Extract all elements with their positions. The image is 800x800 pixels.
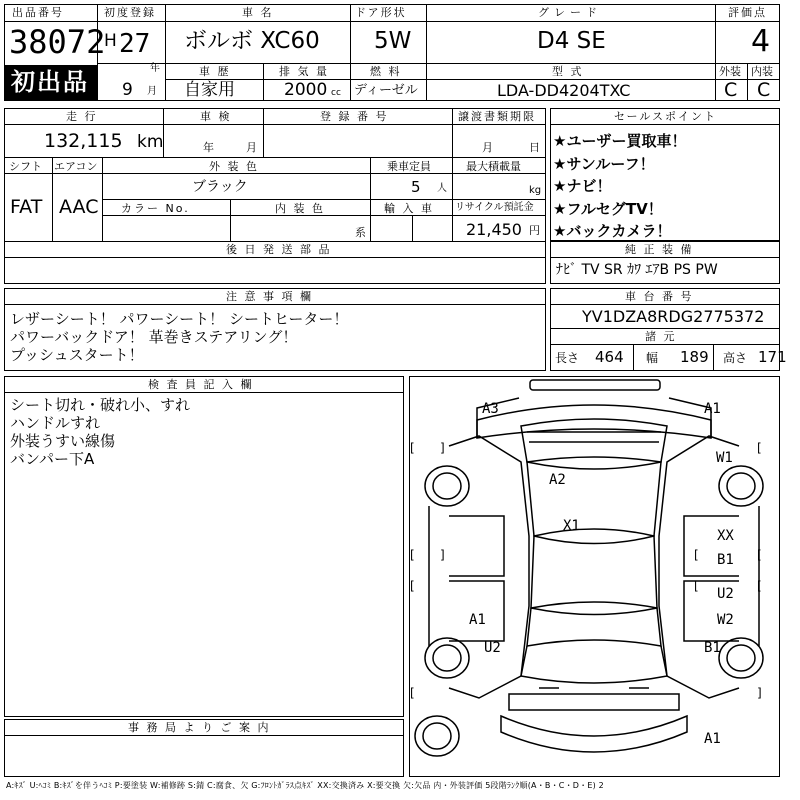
displacement-label: 排 気 量 bbox=[279, 65, 329, 78]
legend: A:ｷｽﾞ U:ﾍｺﾐ B:ｷｽﾞを伴うﾍｺﾐ P:要塗装 W:補修跡 S:錆 C:腐食、欠 G:ﾌﾛﾝﾄｶﾞﾗｽ点ｷｽﾞ XX:交換済み X:要交換 欠:欠品 内・外装評価 5段階ﾗﾝｸ順(A・B・C・D・E) 2 bbox=[6, 781, 604, 790]
inspection-month-unit: 月 bbox=[246, 141, 257, 154]
mark-a2: A2 bbox=[549, 472, 566, 488]
inspector-label: 検 査 員 記 入 欄 bbox=[148, 378, 254, 391]
mileage-unit: km bbox=[137, 132, 164, 152]
interior-grade: C bbox=[757, 79, 771, 101]
fuel: ディーゼル bbox=[354, 83, 418, 98]
exterior-color: ブラック bbox=[192, 179, 248, 195]
score: 4 bbox=[751, 24, 771, 59]
sales-point-item: ★フルセグTV！ bbox=[553, 199, 663, 218]
transfer-month-unit: 月 bbox=[482, 141, 493, 154]
capacity-label: 乗車定員 bbox=[387, 160, 431, 173]
recycle-label: リサイクル預託金 bbox=[455, 202, 534, 213]
bracket-mark: [ bbox=[410, 686, 415, 700]
bracket-mark: [ bbox=[410, 579, 415, 593]
bracket-mark: ] bbox=[440, 548, 445, 562]
notes-lines bbox=[10, 310, 348, 364]
exterior-grade: C bbox=[724, 79, 738, 101]
sales-point-item: ★ユーザー買取車！ bbox=[553, 132, 687, 150]
shift: FAT bbox=[10, 196, 43, 218]
model: LDA-DD4204TXC bbox=[497, 81, 631, 100]
inspector-lines bbox=[10, 396, 190, 468]
max-load-label: 最大積載量 bbox=[466, 160, 521, 173]
year-unit: 年 bbox=[150, 63, 160, 74]
inspector-line: バンパー下A bbox=[10, 450, 95, 468]
mark-b1-right: B1 bbox=[717, 552, 734, 568]
bracket-mark: [ bbox=[757, 441, 762, 455]
displacement-unit: cc bbox=[331, 88, 341, 98]
bracket-mark: [ bbox=[694, 548, 699, 562]
mark-w1: W1 bbox=[716, 450, 733, 466]
color-no-label: カラー No. bbox=[121, 202, 190, 215]
transfer-day-unit: 日 bbox=[529, 141, 540, 154]
mark-a1-bottom: A1 bbox=[704, 731, 721, 747]
capacity: 5 bbox=[411, 178, 421, 196]
bracket-mark: ] bbox=[757, 686, 762, 700]
sales-point-item: ★バックカメラ！ bbox=[553, 222, 672, 240]
equipment-label: 純 正 装 備 bbox=[625, 243, 694, 256]
transfer-docs-label: 譲渡書類期限 bbox=[458, 110, 536, 123]
mark-a3: A3 bbox=[482, 401, 499, 417]
mileage: 132,115 bbox=[44, 130, 123, 152]
door-type: 5W bbox=[374, 28, 412, 54]
lot-number-label: 出品番号 bbox=[12, 6, 64, 19]
car-name: ボルボ XC60 bbox=[184, 28, 320, 54]
mark-b1-rear: B1 bbox=[704, 640, 721, 656]
sales-points-label: セールスポイント bbox=[614, 110, 718, 123]
width-value: 189 bbox=[680, 348, 709, 366]
grade-label: グレード bbox=[538, 6, 602, 19]
exterior-label: 外装 bbox=[719, 65, 741, 78]
later-parts-label: 後 日 発 送 部 品 bbox=[226, 243, 332, 256]
height-value: 171 bbox=[758, 348, 787, 366]
ac-label: エアコン bbox=[54, 160, 98, 173]
model-label: 型 式 bbox=[552, 65, 584, 78]
equipment-value: ﾅﾋﾞ TV SR ｶﾜ ｴｱB PS PW bbox=[556, 262, 718, 278]
note-line: レザーシート！ パワーシート！ シートヒーター！ bbox=[10, 310, 349, 328]
recycle-unit: 円 bbox=[529, 224, 540, 237]
capacity-unit: 人 bbox=[437, 183, 447, 194]
mark-w2: W2 bbox=[717, 612, 734, 628]
score-label: 評価点 bbox=[728, 6, 767, 19]
note-line: パワーバックドア！ 革巻きステアリング！ bbox=[10, 328, 298, 346]
lot-number: 38072 bbox=[9, 23, 106, 61]
inspector-line: ハンドルすれ bbox=[10, 414, 101, 432]
mark-a1-left: A1 bbox=[469, 612, 486, 628]
bracket-mark: [ bbox=[410, 441, 415, 455]
history: 自家用 bbox=[184, 80, 235, 100]
registration-month: 9 bbox=[122, 80, 133, 100]
history-label: 車 歴 bbox=[199, 65, 231, 78]
car-diagram bbox=[409, 376, 780, 777]
mark-x1: X1 bbox=[563, 518, 580, 534]
era-prefix: H bbox=[104, 31, 117, 51]
sales-points-list bbox=[553, 130, 686, 243]
width-label: 幅 bbox=[646, 351, 659, 365]
bracket-mark: [ bbox=[757, 548, 762, 562]
mark-u2-right: U2 bbox=[717, 586, 734, 602]
office-label: 事 務 局 よ り ご 案 内 bbox=[128, 721, 271, 734]
car-name-label: 車 名 bbox=[242, 6, 274, 19]
door-type-label: ドア形状 bbox=[355, 6, 407, 19]
first-listing-badge-text: 初出品 bbox=[11, 68, 89, 96]
height-label: 高さ bbox=[723, 351, 748, 365]
sales-point-item: ★サンルーフ！ bbox=[553, 154, 655, 173]
length-label: 長さ bbox=[555, 351, 580, 365]
shift-label: シフト bbox=[9, 160, 42, 173]
mark-u2-left: U2 bbox=[484, 640, 501, 656]
bracket-mark: [ bbox=[757, 579, 762, 593]
bracket-mark: [ bbox=[694, 579, 699, 593]
exterior-color-label: 外 装 色 bbox=[209, 160, 259, 173]
month-unit: 月 bbox=[147, 86, 157, 97]
registration-year: 27 bbox=[119, 29, 151, 59]
sales-point-item: ★ナビ！ bbox=[553, 177, 612, 195]
interior-color-label: 内 装 色 bbox=[275, 202, 325, 215]
interior-label: 内装 bbox=[751, 65, 773, 78]
displacement: 2000 bbox=[284, 80, 328, 100]
ac: AAC bbox=[59, 196, 99, 218]
chassis-number: YV1DZA8RDG2775372 bbox=[582, 307, 765, 326]
inspector-line: 外装うすい線傷 bbox=[10, 432, 116, 450]
mark-xx: XX bbox=[717, 528, 734, 544]
import-label: 輸 入 車 bbox=[384, 202, 434, 215]
inspection-year-unit: 年 bbox=[203, 141, 214, 154]
bracket-mark: ] bbox=[440, 441, 445, 455]
chassis-label: 車 台 番 号 bbox=[625, 290, 694, 303]
max-load-unit: kg bbox=[529, 185, 542, 196]
inspector-line: シート切れ・破れ小、すれ bbox=[10, 396, 191, 414]
mark-a1-front-right: A1 bbox=[704, 401, 721, 417]
recycle-fee: 21,450 bbox=[466, 220, 522, 239]
notes-label: 注 意 事 項 欄 bbox=[226, 290, 313, 303]
grade: D4 SE bbox=[537, 28, 606, 54]
first-registration-label: 初度登録 bbox=[104, 6, 156, 19]
dimensions-label: 諸 元 bbox=[645, 330, 677, 343]
bracket-mark: [ bbox=[410, 548, 415, 562]
mileage-label: 走 行 bbox=[66, 110, 98, 123]
length-value: 464 bbox=[595, 348, 624, 366]
fuel-label: 燃 料 bbox=[370, 65, 402, 78]
inspection-label: 車 検 bbox=[200, 110, 232, 123]
note-line: プッシュスタート！ bbox=[10, 346, 144, 364]
interior-color-suffix: 系 bbox=[355, 226, 366, 239]
registration-number-label: 登 録 番 号 bbox=[320, 110, 389, 123]
